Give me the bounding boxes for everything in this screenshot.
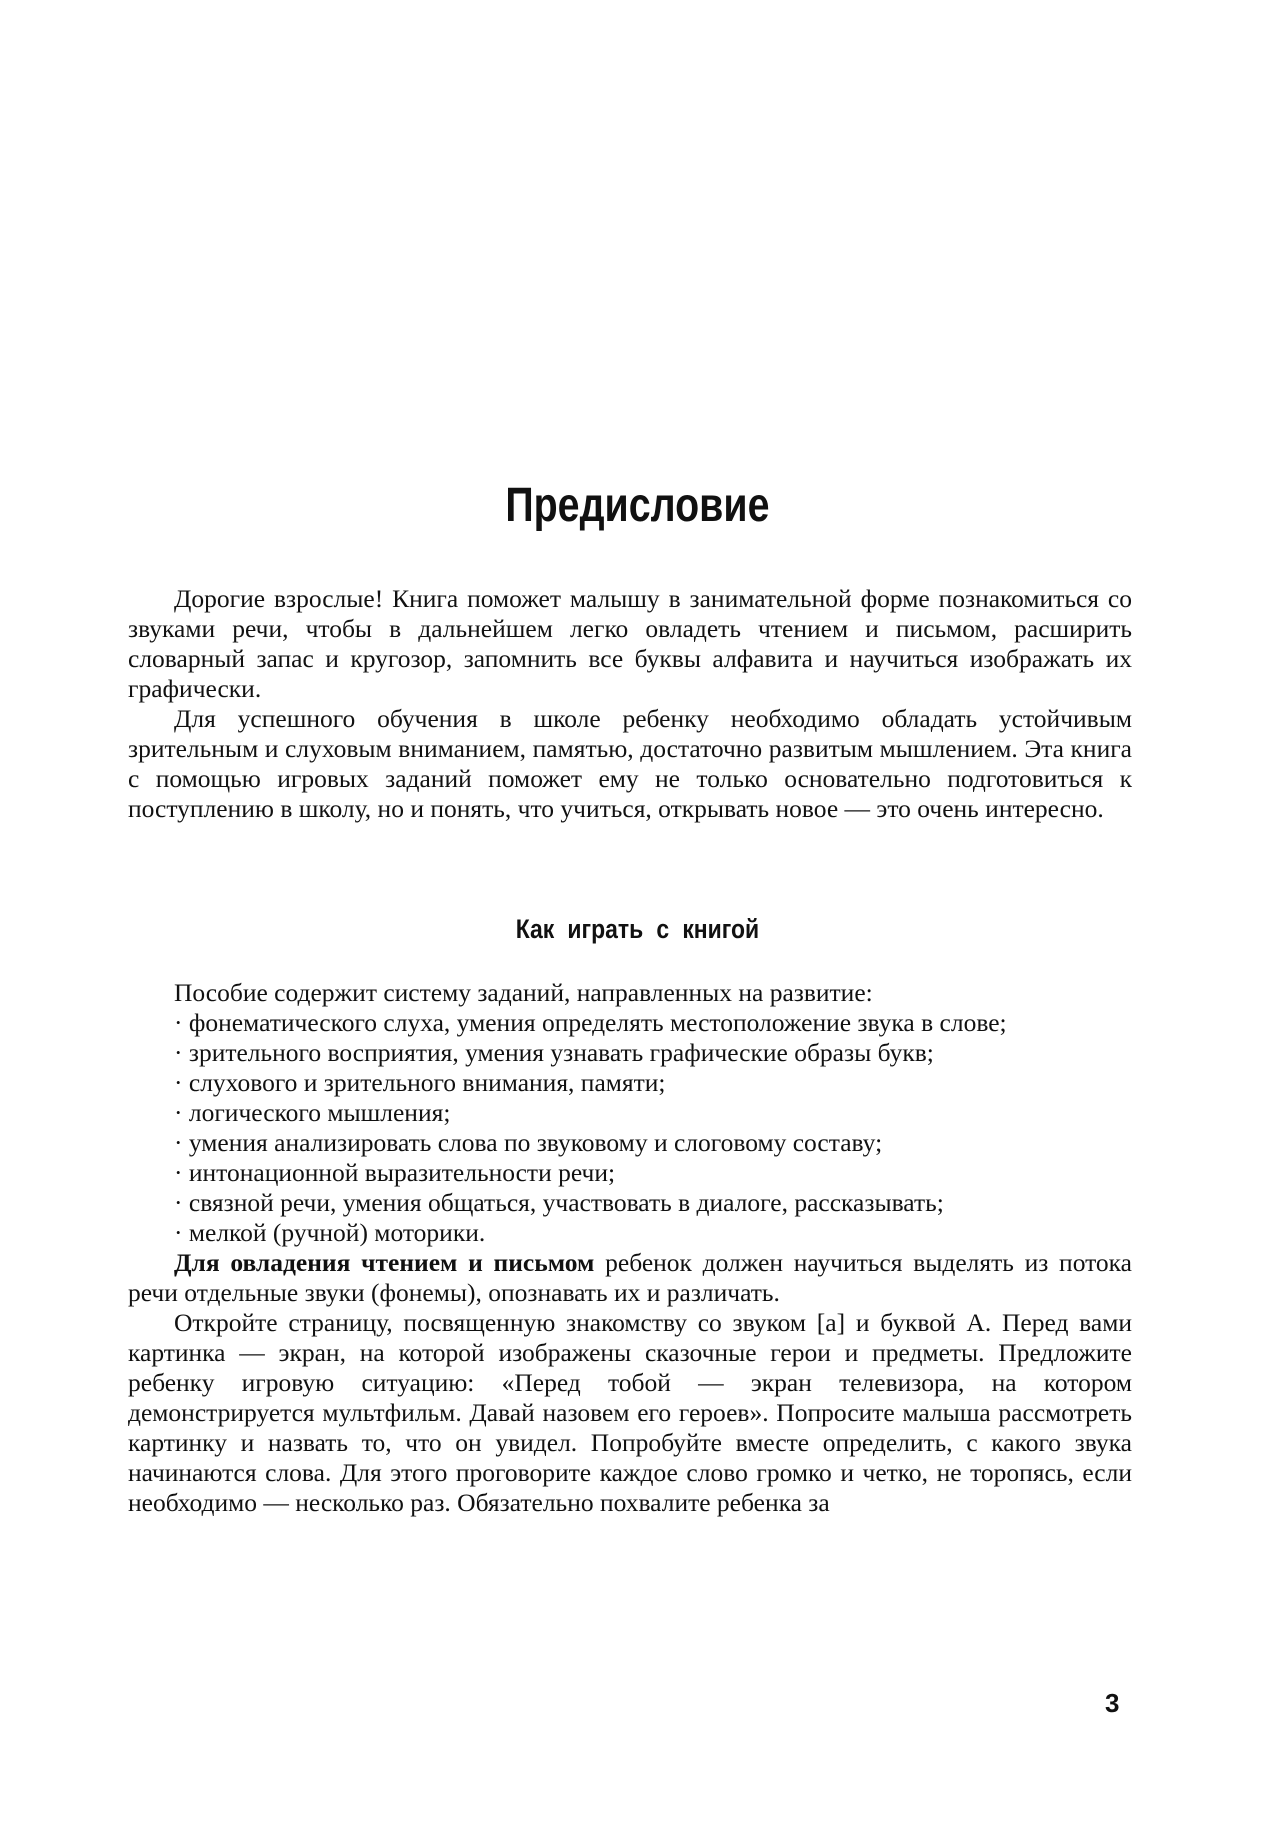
list-item-text: фонематического слуха, умения определять местоположение звука в слове;	[188, 1008, 1007, 1037]
list-item-text: зрительного восприятия, умения узнавать графические образы букв;	[188, 1038, 934, 1067]
bullet-icon: ·	[174, 1038, 183, 1067]
final-paragraph: Откройте страницу, посвященную знакомству со звуком [а] и буквой А. Перед вами картинка — экран, на которой изображены сказочные герои и предметы. Предложите ребенку игровую ситуацию: «Перед тобой — экран телевизора, на котором демонстрируется мультфильм. Давай назовем его героев». Попросите малыша рассмотреть картинку и назвать то, что он увидел. Попробуйте вместе определить, с какого звука начинаются слова. Для этого проговорите каждое слово громко и четко, не торопясь, если необходимо — несколько раз. Обязательно похвалите ребенка за	[128, 1308, 1132, 1517]
intro-paragraph-2: Для успешного обучения в школе ребенку необходимо обладать устойчивым зрительным и слуховым вниманием, памятью, достаточно развитым мышлением. Эта книга с помощью игровых заданий поможет ему не только основательно подготовиться к поступлению в школу, но и понять, что учиться, открывать новое — это очень интересно.	[128, 704, 1132, 823]
body-section	[128, 978, 1132, 1518]
reading-paragraph-rest: ребенок должен научиться выделять из потока речи отдельные звуки (фонемы), опознавать их и различать.	[128, 1248, 1132, 1307]
intro-section	[128, 584, 1132, 824]
page-number: 3	[1105, 1688, 1120, 1718]
list-item	[128, 1128, 1132, 1158]
reading-paragraph-lead: Для овладения чтением и письмом	[174, 1248, 595, 1277]
list-item-text: логического мышления;	[188, 1098, 451, 1127]
bullet-icon: ·	[174, 1008, 183, 1037]
list-item	[128, 1038, 1132, 1068]
list-item	[128, 1098, 1132, 1128]
bullet-icon: ·	[174, 1188, 183, 1217]
list-item-text: слухового и зрительного внимания, памяти;	[188, 1068, 666, 1097]
page-title: Предисловие	[505, 479, 770, 532]
list-intro-paragraph: Пособие содержит систему заданий, направленных на развитие:	[174, 978, 873, 1007]
bullet-icon: ·	[174, 1218, 183, 1247]
list-item-text: мелкой (ручной) моторики.	[188, 1218, 486, 1247]
bullet-icon: ·	[174, 1158, 183, 1187]
intro-paragraph-1: Дорогие взрослые! Книга поможет малышу в занимательной форме познакомиться со звуками речи, чтобы в дальнейшем легко овладеть чтением и письмом, расширить словарный запас и кругозор, запомнить все буквы алфавита и научиться изображать их графически.	[128, 584, 1132, 703]
list-item	[128, 1008, 1132, 1038]
bullet-icon: ·	[174, 1128, 183, 1157]
list-item	[128, 1068, 1132, 1098]
list-item	[128, 1158, 1132, 1188]
list-item-text: связной речи, умения общаться, участвовать в диалоге, рассказывать;	[188, 1188, 944, 1217]
section-heading: Как играть с книгой	[515, 914, 760, 944]
list-item-text: умения анализировать слова по звуковому и слоговому составу;	[188, 1128, 883, 1157]
list-item	[128, 1218, 1132, 1248]
bullet-icon: ·	[174, 1098, 183, 1127]
bullet-icon: ·	[174, 1068, 183, 1097]
list-item-text: интонационной выразительности речи;	[188, 1158, 616, 1187]
reading-paragraph	[128, 1248, 1132, 1308]
list-item	[128, 1188, 1132, 1218]
